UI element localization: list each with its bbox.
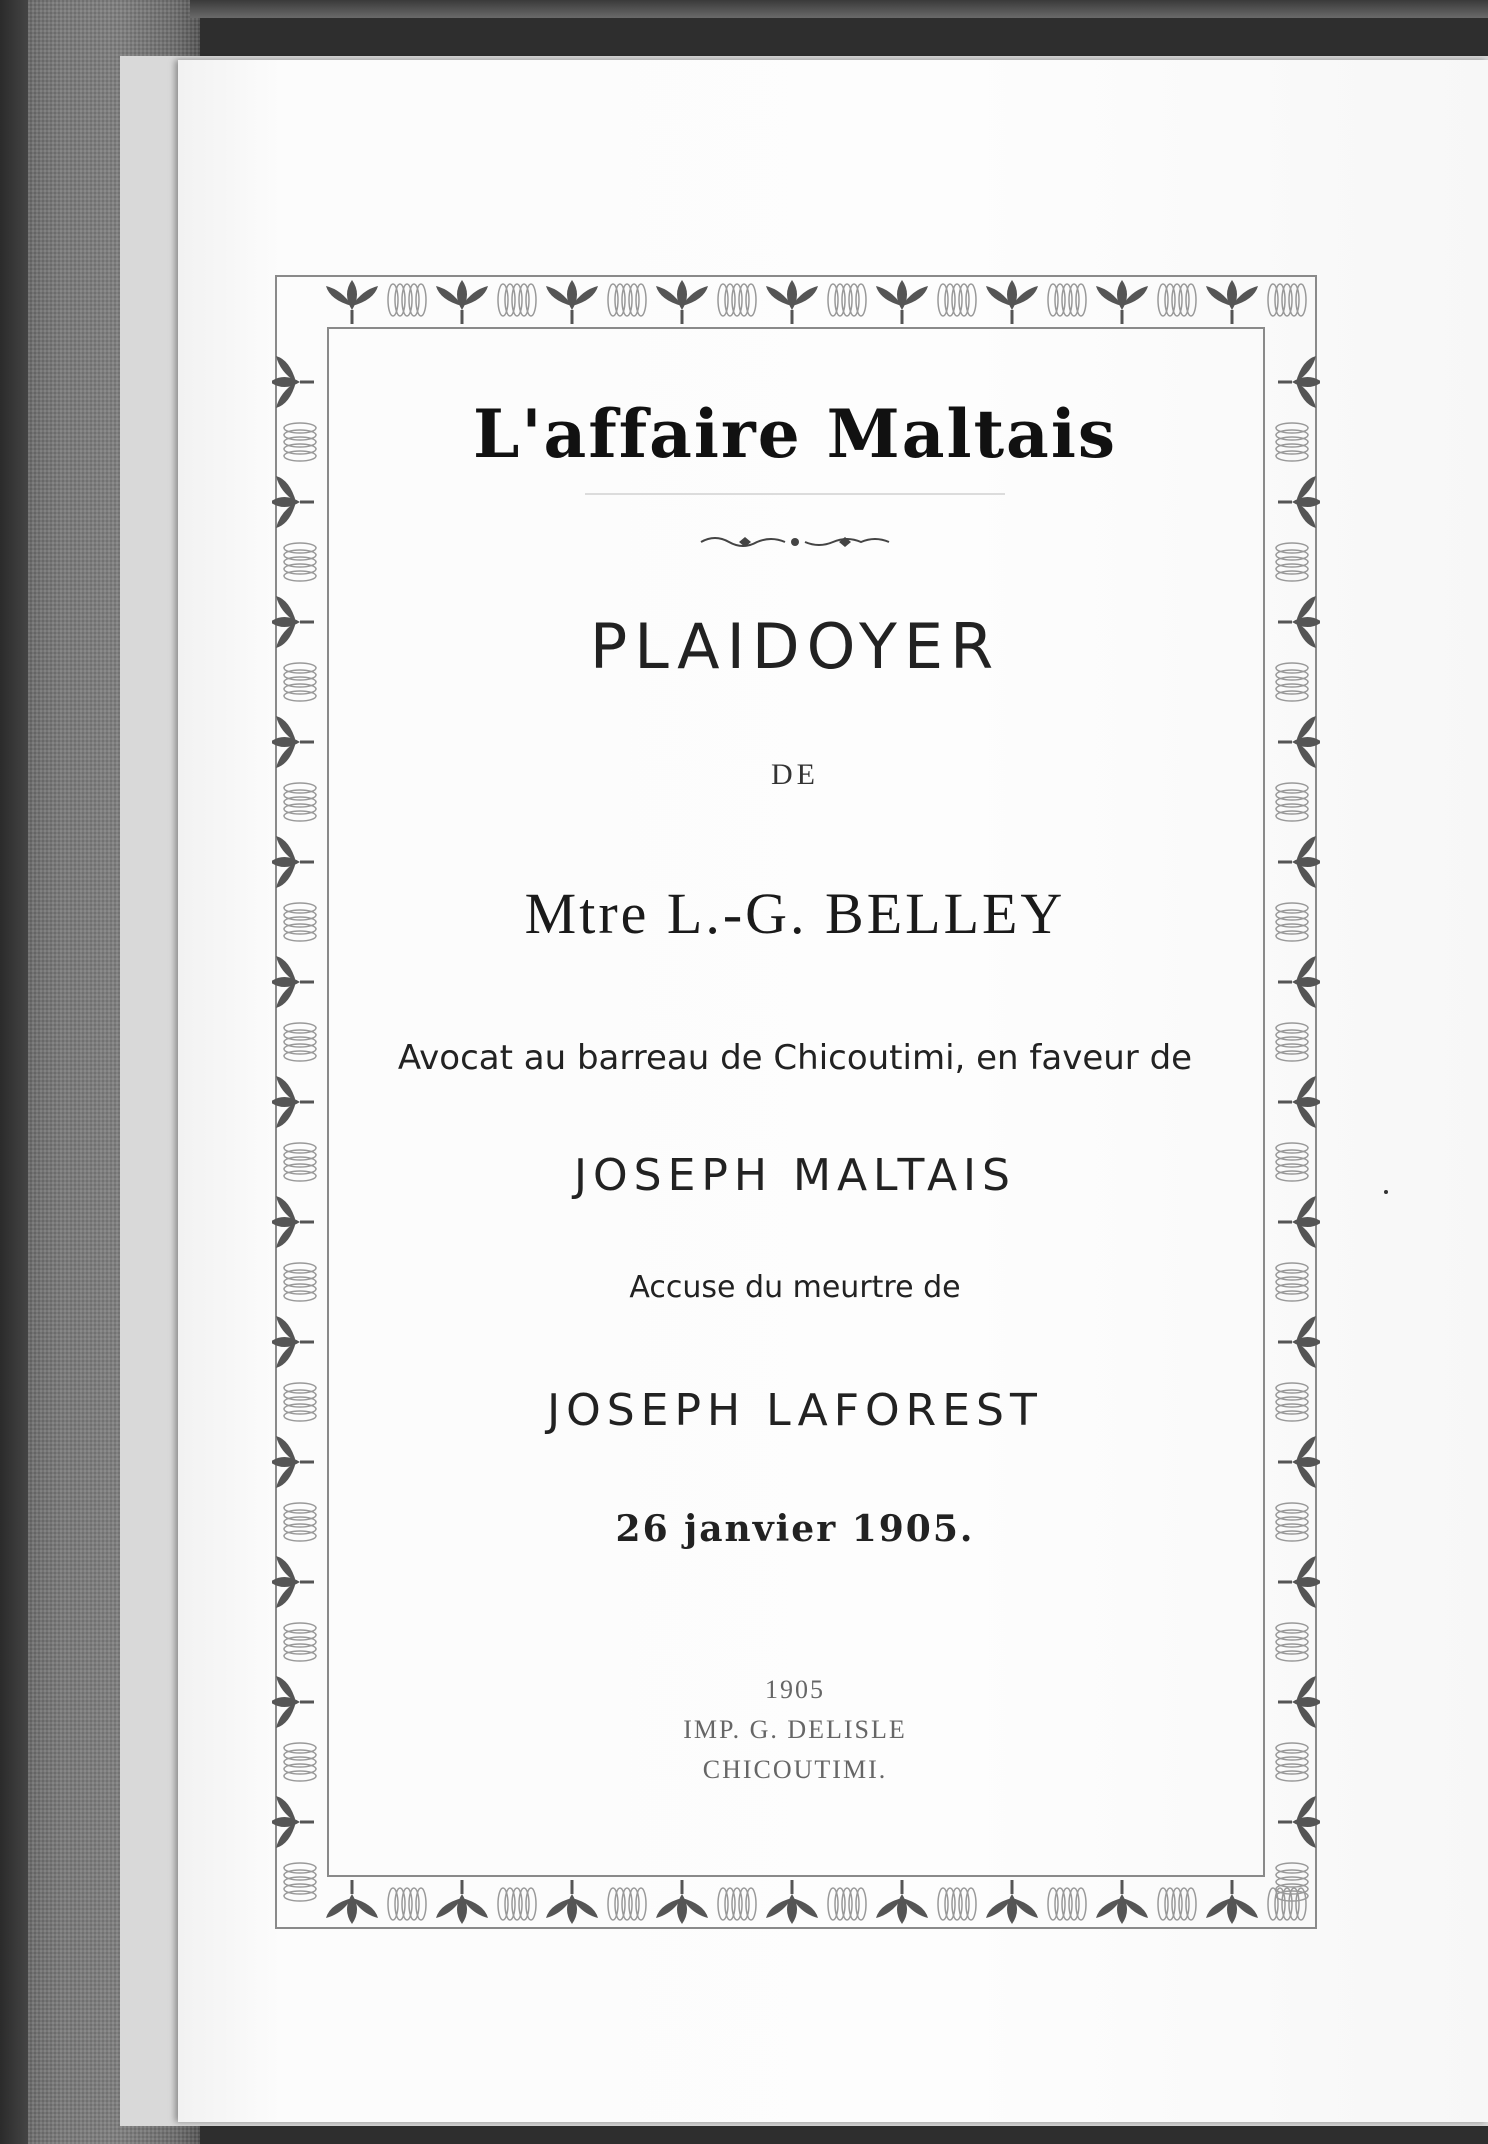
paper-speck [1384, 1190, 1388, 1194]
author-description: Avocat au barreau de Chicoutimi, en faveur de [397, 1038, 1193, 1078]
document-heading: PLAIDOYER [589, 610, 1001, 683]
accusation-line: Accuse du meurtre de [629, 1270, 961, 1305]
document-title: L'affaire Maltais [472, 395, 1118, 473]
top-cover-edge [190, 0, 1488, 18]
imprint-block [330, 1670, 1260, 1790]
accused-name: JOSEPH MALTAIS [574, 1150, 1016, 1201]
victim-name: JOSEPH LAFOREST [547, 1385, 1043, 1436]
imprint-city: CHICOUTIMI. [702, 1755, 888, 1784]
imprint-printer: IMP. G. DELISLE [683, 1715, 907, 1744]
author-name: Mtre L.-G. BELLEY [524, 881, 1066, 946]
flourish-ornament-icon [695, 530, 895, 554]
imprint-year: 1905 [765, 1675, 825, 1704]
document-date: 26 janvier 1905. [615, 1508, 975, 1550]
title-rule [585, 493, 1005, 495]
preposition-de: DE [771, 758, 819, 791]
book-cover-edge [0, 0, 28, 2144]
